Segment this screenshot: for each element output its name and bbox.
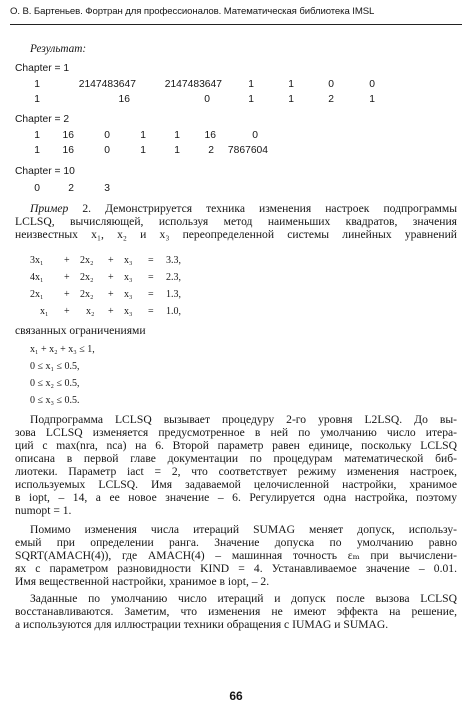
constraint-2: 0 ≤ x₁ ≤ 0.5, xyxy=(30,361,80,372)
c2-r2-v4: 1 xyxy=(140,145,146,156)
c2-r1-v7: 0 xyxy=(252,130,258,141)
p1-line-5: лиотеки. Параметр iact = 2, что соответствует режиму изменения настроек, xyxy=(15,465,457,478)
c1-r2-v1: 1 xyxy=(34,94,40,105)
c1-r2-v2: 16 xyxy=(118,94,130,105)
example-line-1: Пример 2. Демонстрируется техника изменения настроек подпрограммы xyxy=(30,202,457,215)
paragraph-1 xyxy=(15,413,457,517)
p1-line-2: зова LCLSQ изменяется предусмотренное в ней по умолчанию число итера- xyxy=(15,426,457,439)
c1-r2-v7: 1 xyxy=(369,94,375,105)
p1-line-4: описана в первой главе документации по процедурам математической биб- xyxy=(15,452,457,465)
example-line-2: LCLSQ, вычисляющей, используя метод наименьших квадратов, значения xyxy=(15,215,457,228)
result-label: Результат: xyxy=(30,43,87,55)
c10-r1-v2: 2 xyxy=(68,183,74,194)
paragraph-2 xyxy=(15,523,457,588)
eq2-t2: 2x₂ xyxy=(80,272,94,283)
c1-r1-v1: 1 xyxy=(34,79,40,90)
c2-r1-v4: 1 xyxy=(140,130,146,141)
c2-r1-v1: 1 xyxy=(34,130,40,141)
eq1-rhs: 3.3, xyxy=(166,255,181,266)
p2-line-5: Имя вещественной настройки, хранимое в iopt, – 2. xyxy=(15,575,270,588)
c10-r1-v1: 0 xyxy=(34,183,40,194)
eq4-rhs: 1.0, xyxy=(166,306,181,317)
eq3-op3: = xyxy=(148,289,154,300)
c2-r2-v1: 1 xyxy=(34,145,40,156)
p1-line-7: в iopt, – 14, а ее новое значение – 6. Регулируется одна настройка, поэтому xyxy=(15,491,457,504)
p3-line-2: восстанавливаются. Заметим, что изменения не имеют эффекта на решение, xyxy=(15,605,457,618)
eq3-t1: 2x₁ xyxy=(30,289,44,300)
c1-r2-v6: 2 xyxy=(328,94,334,105)
eq1-t2: 2x₂ xyxy=(80,255,94,266)
c2-r2-v2: 16 xyxy=(62,145,74,156)
constraint-4: 0 ≤ x₃ ≤ 0.5. xyxy=(30,395,80,406)
c2-r1-v2: 16 xyxy=(62,130,74,141)
eq2-rhs: 2.3, xyxy=(166,272,181,283)
c1-r2-v3: 0 xyxy=(204,94,210,105)
chapter-2-label: Chapter = 2 xyxy=(15,114,70,125)
c2-r2-v3: 0 xyxy=(104,145,110,156)
c1-r2-v4: 1 xyxy=(248,94,254,105)
c2-r1-v5: 1 xyxy=(174,130,180,141)
eq1-op3: = xyxy=(148,255,154,266)
p1-line-6: используемых LCLSQ. Имя задаваемой целочисленной настройки, хранимое xyxy=(15,478,457,491)
eq2-t1: 4x₁ xyxy=(30,272,44,283)
c1-r1-v7: 0 xyxy=(369,79,375,90)
c2-r2-v6: 2 xyxy=(208,145,214,156)
eq1-op1: + xyxy=(64,255,70,266)
eq2-op3: = xyxy=(148,272,154,283)
eq1-t3: x₃ xyxy=(124,255,133,266)
eq2-op1: + xyxy=(64,272,70,283)
eq4-op1: + xyxy=(64,306,70,317)
c10-r1-v3: 3 xyxy=(104,183,110,194)
p2-line-4: ях с параметром разновидности KIND = 4. Устанавливаемое значение – 0.01. xyxy=(15,562,457,575)
eq4-t3: x₃ xyxy=(124,306,133,317)
p1-line-3: ций с max(nra, nca) на 6. Второй параметр равен единице, поскольку LCLSQ xyxy=(15,439,457,452)
c1-r2-v5: 1 xyxy=(288,94,294,105)
eq4-t1: x₁ xyxy=(40,306,49,317)
c2-r1-v6: 16 xyxy=(204,130,216,141)
eq3-t2: 2x₂ xyxy=(80,289,94,300)
eq2-t3: x₃ xyxy=(124,272,133,283)
constraint-1: x₁ + x₂ + x₃ ≤ 1, xyxy=(30,344,95,355)
header-rule xyxy=(10,24,462,25)
eq3-op2: + xyxy=(108,289,114,300)
c2-r2-v5: 1 xyxy=(174,145,180,156)
chapter-10-label: Chapter = 10 xyxy=(15,166,75,177)
c1-r1-v3: 2147483647 xyxy=(164,79,222,90)
constraint-3: 0 ≤ x₂ ≤ 0.5, xyxy=(30,378,80,389)
eq1-op2: + xyxy=(108,255,114,266)
eq3-rhs: 1.3, xyxy=(166,289,181,300)
paragraph-3 xyxy=(15,592,457,631)
p3-line-3: а используются для иллюстрации техники обращения с IUMAG и SUMAG. xyxy=(15,618,389,631)
running-header: О. В. Бартеньев. Фортран для профессионалов. Математическая библиотека IMSL xyxy=(10,6,375,17)
page-number: 66 xyxy=(229,689,243,703)
example-paragraph xyxy=(15,202,457,241)
c1-r1-v2: 2147483647 xyxy=(78,79,136,90)
p3-line-1: Заданные по умолчанию число итераций и допуск после вызова LCLSQ xyxy=(30,592,457,605)
c1-r1-v6: 0 xyxy=(328,79,334,90)
c1-r1-v4: 1 xyxy=(248,79,254,90)
chapter-1-label: Chapter = 1 xyxy=(15,63,70,74)
p2-line-3: SQRT(AMACH(4)), где AMACH(4) – машинная точность εₘ при вычислени- xyxy=(15,549,457,562)
c2-r2-v7: 7867604 xyxy=(227,145,268,156)
eq3-op1: + xyxy=(64,289,70,300)
p1-line-8: numopt = 1. xyxy=(15,504,72,517)
eq3-t3: x₃ xyxy=(124,289,133,300)
constraints-label: связанных ограничениями xyxy=(15,324,146,337)
eq2-op2: + xyxy=(108,272,114,283)
eq4-t2: x₂ xyxy=(86,306,95,317)
p2-line-1: Помимо изменения числа итераций SUMAG меняет допуск, использу- xyxy=(30,523,457,536)
example-line-3: неизвестных x₁, x₂ и x₃ переопределенной системы линейных уравнений xyxy=(15,228,457,241)
eq1-t1: 3x₁ xyxy=(30,255,44,266)
c2-r1-v3: 0 xyxy=(104,130,110,141)
eq4-op2: + xyxy=(108,306,114,317)
p1-line-1: Подпрограмма LCLSQ вызывает процедуру 2-го уровня L2LSQ. До вы- xyxy=(30,413,457,426)
eq4-op3: = xyxy=(148,306,154,317)
c1-r1-v5: 1 xyxy=(288,79,294,90)
p2-line-2: емый при определении ранга. Значение допуска по умолчанию равно xyxy=(15,536,457,549)
